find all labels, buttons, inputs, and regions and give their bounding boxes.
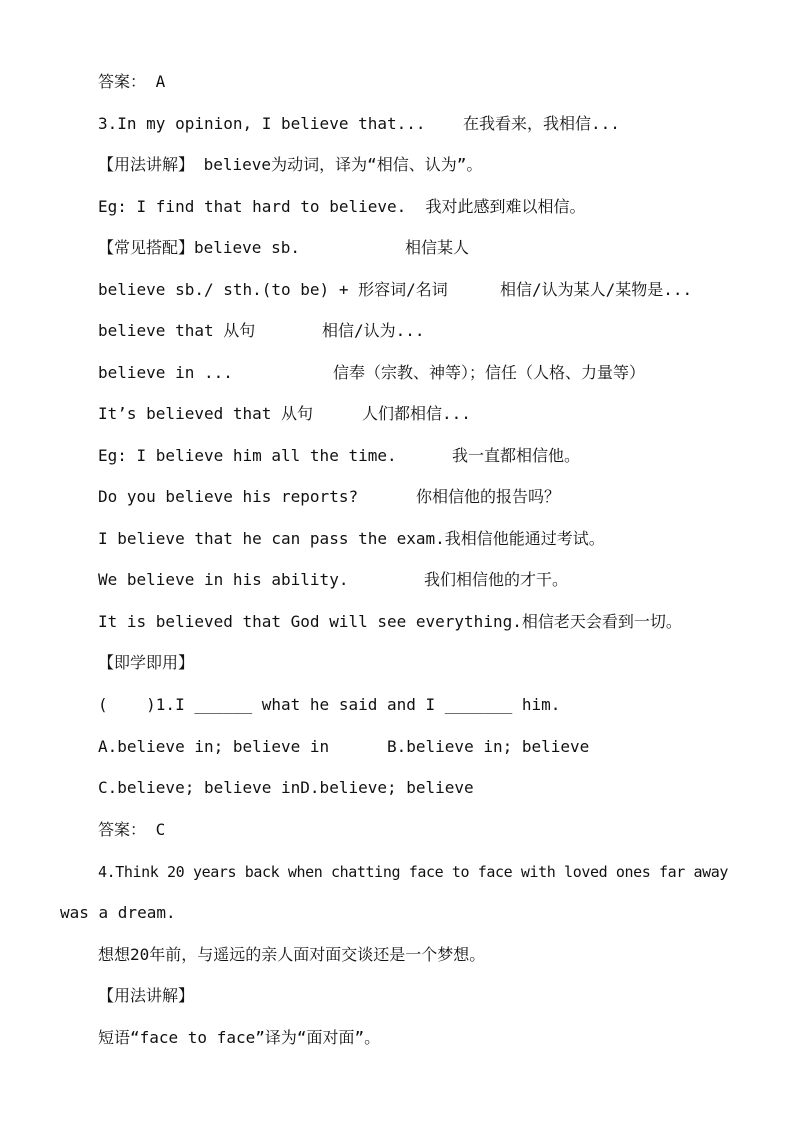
- item-4-english: 4.Think 20 years back when chatting face to face with loved ones far away: [98, 863, 729, 881]
- collocation-line: believe that 从句: [98, 321, 256, 340]
- collocation-line: It’s believed that 从句: [98, 404, 314, 423]
- collocation-line: believe in ...: [98, 363, 233, 382]
- example-translation: 我们相信他的才干。: [424, 570, 569, 589]
- collocation-line: believe sb./ sth.(to be) + 形容词/名词: [98, 280, 448, 299]
- usage-explanation: 短语“face to face”译为“面对面”。: [98, 1028, 381, 1047]
- collocation-meaning: 相信/认为某人/某物是...: [500, 280, 693, 299]
- usage-heading: 【用法讲解】 believe为动词，译为“相信、认为”。: [98, 155, 483, 174]
- collocation-meaning: 人们都相信...: [362, 404, 471, 423]
- example-line: It is believed that God will see everything.相信老天会看到一切。: [98, 612, 682, 631]
- example-translation: 你相信他的报告吗？: [416, 487, 561, 506]
- options-c-d: C.believe; believe inD.believe; believe: [98, 778, 474, 797]
- practice-heading: 【即学即用】: [98, 653, 195, 672]
- question-line: ( )1.I ______ what he said and I _______ him.: [98, 695, 561, 714]
- answer-line: 答案： A: [98, 72, 166, 91]
- example-line: Eg: I find that hard to believe. 我对此感到难以相信。: [98, 197, 586, 216]
- example-line: Do you believe his reports?: [98, 487, 359, 506]
- item-4-chinese: 想想20年前，与遥远的亲人面对面交谈还是一个梦想。: [98, 945, 486, 964]
- collocation-heading: 【常见搭配】believe sb.: [98, 238, 300, 257]
- usage-heading: 【用法讲解】: [98, 986, 195, 1005]
- item-3-english: 3.In my opinion, I believe that...: [98, 114, 426, 133]
- answer-line: 答案： C: [98, 820, 166, 839]
- collocation-meaning: 相信某人: [405, 238, 470, 257]
- example-line: Eg: I believe him all the time.: [98, 446, 397, 465]
- example-line: We believe in his ability.: [98, 570, 349, 589]
- example-line: I believe that he can pass the exam.我相信他能通过考试。: [98, 529, 605, 548]
- example-translation: 我一直都相信他。: [452, 446, 581, 465]
- collocation-meaning: 相信/认为...: [322, 321, 425, 340]
- item-3-chinese: 在我看来，我相信...: [463, 114, 620, 133]
- option-a: A.believe in; believe in: [98, 737, 330, 756]
- option-b: B.believe in; believe: [387, 737, 590, 756]
- item-4-english-cont: was a dream.: [60, 903, 176, 922]
- collocation-meaning: 信奉（宗教、神等）；信任（人格、力量等）: [333, 363, 646, 382]
